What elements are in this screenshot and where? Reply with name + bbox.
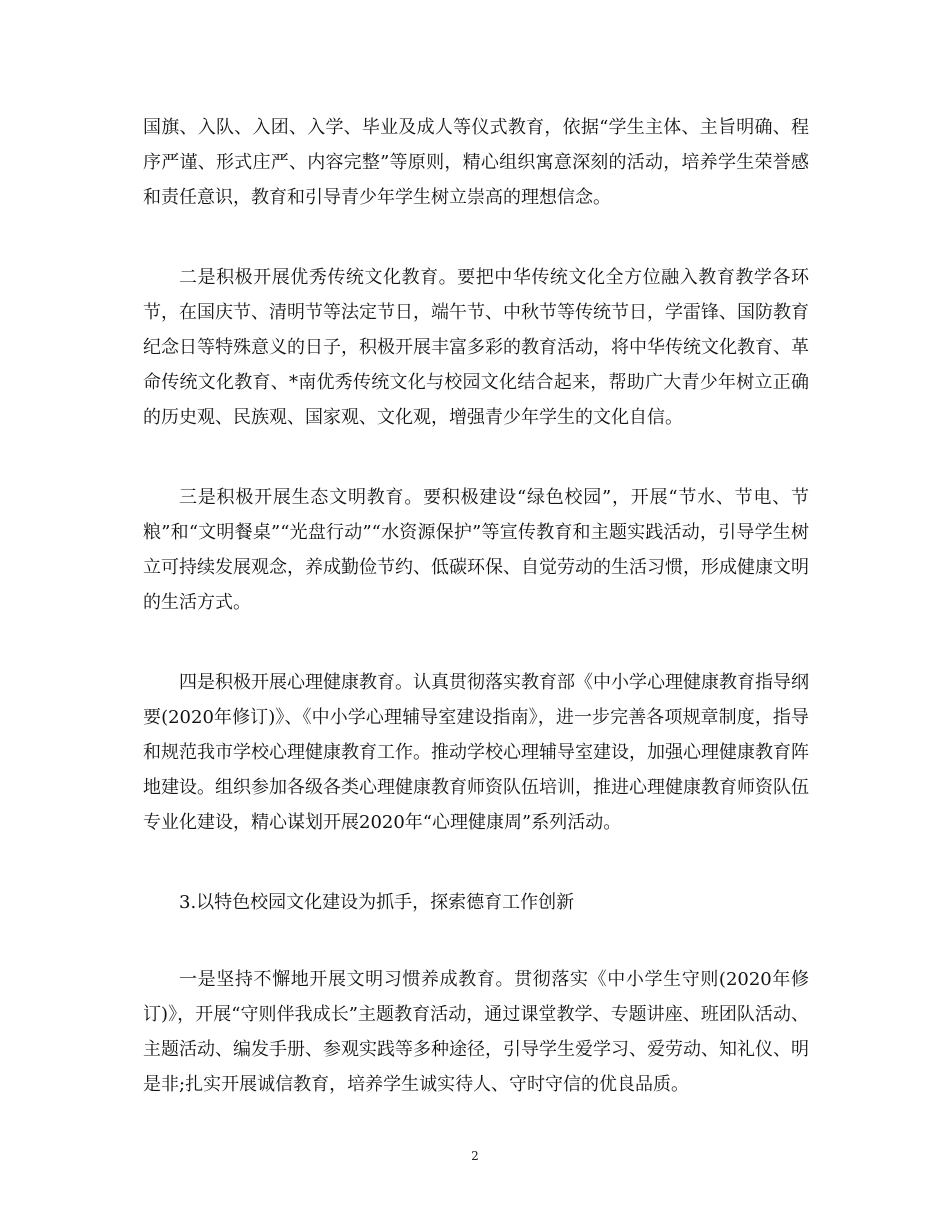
paragraph-traditional-culture: 二是积极开展优秀传统文化教育。要把中华传统文化全方位融入教育教学各环节，在国庆节、清明节等法定节日，端午节、中秋节等传统节日，学雷锋、国防教育纪念日等特殊意义的日子，积极开展丰富多彩的教育活动，将中华传统文化教育、革命传统文化教育、*南优秀传统文化与校园文化结合起来，帮助广大青少年树立正确的历史观、民族观、国家观、文化观，增强青少年学生的文化自信。 [143,267,809,428]
paragraph-civilized-habits: 一是坚持不懈地开展文明习惯养成教育。贯彻落实《中小学生守则(2020年修订)》，开展“守则伴我成长”主题教育活动，通过课堂教学、专题讲座、班团队活动、主题活动、编发手册、参观实践等多种途径，引导学生爱学习、爱劳动、知礼仪、明是非;扎实开展诚信教育，培养学生诚实待人、守时守信的优良品质。 [143,969,809,1095]
page-number: 2 [471,1149,479,1163]
document-body [143,110,809,1147]
paragraph-ecological-education: 三是积极开展生态文明教育。要积极建设“绿色校园”，开展“节水、节电、节粮”和“文明餐桌”“光盘行动”“水资源保护”等宣传教育和主题实践活动，引导学生树立可持续发展观念，养成勤俭节约、低碳环保、自觉劳动的生活习惯，形成健康文明的生活方式。 [143,487,809,613]
section-heading: 3.以特色校园文化建设为抓手，探索德育工作创新 [179,892,575,913]
paragraph-mental-health: 四是积极开展心理健康教育。认真贯彻落实教育部《中小学心理健康教育指导纲要(2020年修订)》、《中小学心理辅导室建设指南》，进一步完善各项规章制度，指导和规范我市学校心理健康教育工作。推动学校心理辅导室建设，加强心理健康教育阵地建设。组织参加各级各类心理健康教育师资队伍培训，推进心理健康教育师资队伍专业化建设，精心谋划开展2020年“心理健康周”系列活动。 [143,672,809,833]
paragraph-ceremony-education: 国旗、入队、入团、入学、毕业及成人等仪式教育，依据“学生主体、主旨明确、程序严谨、形式庄严、内容完整”等原则，精心组织寓意深刻的活动，培养学生荣誉感和责任意识，教育和引导青少年学生树立崇高的理想信念。 [143,117,809,208]
